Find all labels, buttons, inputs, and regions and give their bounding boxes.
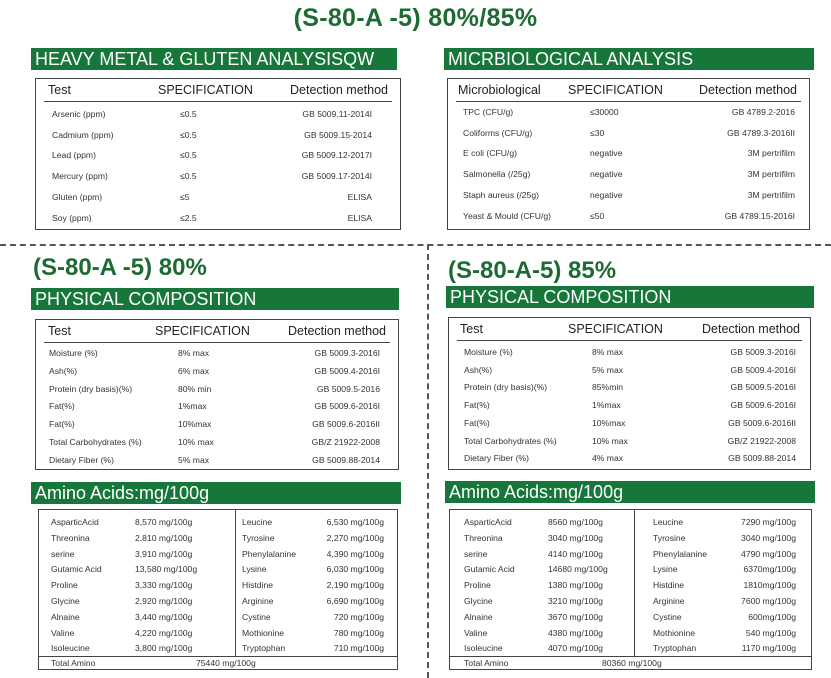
amino-value: 4140 mg/100g: [548, 548, 603, 559]
total-amino-label: Total Amino: [51, 658, 96, 668]
row-specification: 10% max: [178, 437, 214, 447]
header-detection-method: Detection method: [290, 83, 388, 97]
total-amino-value: 75440 mg/100g: [196, 658, 256, 668]
row-specification: negative: [590, 169, 623, 180]
header-test: Microbiological: [458, 83, 541, 97]
row-specification: 4% max: [592, 453, 624, 464]
amino-value: 1380 mg/100g: [548, 580, 603, 591]
row-test: E coli (CFU/g): [463, 148, 517, 159]
amino-name: Mothionine: [242, 627, 285, 638]
amino-value: 1170 mg/100g: [741, 643, 796, 654]
row-specification: 10%max: [178, 419, 212, 430]
row-test: Total Carbohydrates (%): [464, 435, 557, 446]
column-divider: [235, 510, 236, 656]
row-specification: ≤30000: [590, 107, 619, 117]
row-test: Ash(%): [49, 365, 78, 376]
row-specification: negative: [590, 189, 623, 200]
amino-name: Valine: [464, 627, 488, 638]
row-test: Salmonella (/25g): [463, 169, 531, 180]
amino-name: AsparticAcid: [51, 517, 99, 527]
header-divider: [44, 101, 392, 102]
amino-value: 6,030 mg/100g: [326, 564, 384, 575]
row-specification: negative: [590, 148, 623, 159]
right-amino-table: [449, 509, 812, 670]
row-detection-method: ELISA: [347, 212, 372, 223]
amino-value: 6,690 mg/100g: [326, 596, 384, 606]
amino-name: Tryptophan: [242, 643, 286, 654]
amino-name: Leucine: [653, 517, 684, 527]
right-physical-table: [448, 317, 811, 470]
right-section-title: (S-80-A-5) 85%: [448, 257, 617, 284]
row-detection-method: GB 5009.11-2014I: [302, 109, 372, 119]
amino-name: Threonina: [464, 532, 503, 543]
row-detection-method: GB 5009.5-2016I: [730, 382, 796, 393]
row-detection-method: GB 5009.6-2016II: [312, 419, 380, 430]
page-title: (S-80-A -5) 80%/85%: [293, 4, 538, 32]
header-specification: SPECIFICATION: [568, 83, 663, 97]
heavy-metal-bar: HEAVY METAL & GLUTEN ANALYSISQW: [31, 48, 397, 70]
amino-name: Valine: [51, 627, 75, 638]
row-specification: 80% min: [178, 383, 212, 394]
amino-name: Proline: [51, 580, 78, 591]
amino-value: 4070 mg/100g: [548, 643, 603, 654]
divider-horizontal: [0, 244, 831, 246]
micro-table: [447, 78, 810, 230]
row-detection-method: GB/Z 21922-2008: [311, 437, 380, 447]
row-detection-method: GB 5009.6-2016II: [728, 417, 796, 428]
amino-name: Threonina: [51, 532, 90, 543]
row-detection-method: 3M pertrifilm: [747, 148, 795, 159]
row-specification: 85%min: [592, 382, 624, 393]
amino-name: Alnaine: [464, 611, 493, 622]
row-specification: ≤0.5: [180, 109, 197, 119]
row-test: Dietary Fiber (%): [464, 453, 529, 464]
total-divider: [39, 656, 397, 657]
column-divider: [634, 510, 635, 656]
amino-value: 2,190 mg/100g: [326, 580, 384, 591]
row-test: Cadmium (ppm): [52, 129, 114, 140]
amino-value: 3040 mg/100g: [548, 532, 603, 543]
amino-value: 720 mg/100g: [333, 611, 384, 622]
amino-value: 7600 mg/100g: [741, 596, 796, 606]
row-specification: 8% max: [592, 347, 624, 357]
amino-value: 3,440 mg/100g: [135, 611, 193, 622]
row-test: Protein (dry basis)(%): [464, 382, 548, 393]
amino-value: 8,570 mg/100g: [135, 517, 193, 527]
row-test: Lead (ppm): [52, 150, 96, 161]
row-test: Moisture (%): [49, 348, 98, 358]
row-specification: 8% max: [178, 348, 210, 358]
row-test: TPC (CFU/g): [463, 107, 514, 117]
amino-value: 14680 mg/100g: [548, 564, 608, 575]
amino-value: 3,910 mg/100g: [135, 548, 193, 559]
row-detection-method: 3M pertrifilm: [747, 169, 795, 180]
row-detection-method: ELISA: [347, 191, 372, 202]
row-specification: 10% max: [592, 435, 628, 446]
amino-name: Cystine: [653, 611, 682, 622]
amino-value: 3040 mg/100g: [741, 532, 796, 543]
amino-value: 1810mg/100g: [743, 580, 796, 591]
header-detection-method: Detection method: [288, 324, 386, 338]
amino-name: Tyrosine: [653, 532, 686, 543]
amino-value: 3,800 mg/100g: [135, 643, 193, 654]
amino-value: 780 mg/100g: [333, 627, 384, 638]
row-test: Fat(%): [49, 419, 75, 430]
row-test: Yeast & Mould (CFU/g): [463, 210, 552, 221]
amino-name: Histdine: [242, 580, 274, 591]
row-detection-method: GB 5009.6-2016I: [314, 401, 380, 412]
row-detection-method: GB 4789.3-2016II: [727, 127, 795, 138]
left-amino-bar: Amino Acids:mg/100g: [31, 482, 401, 504]
header-specification: SPECIFICATION: [568, 322, 663, 336]
row-detection-method: GB 4789.2-2016: [731, 107, 795, 117]
header-test: Test: [48, 324, 71, 338]
header-test: Test: [460, 322, 483, 336]
right-physical-bar: PHYSICAL COMPOSITION: [446, 286, 814, 308]
row-test: Soy (ppm): [52, 212, 92, 223]
row-detection-method: GB 4789.15-2016I: [724, 210, 795, 221]
row-specification: 5% max: [592, 364, 624, 375]
row-specification: ≤0.5: [180, 150, 197, 161]
amino-value: 4380 mg/100g: [548, 627, 603, 638]
header-test: Test: [48, 83, 71, 97]
header-divider: [44, 342, 390, 343]
header-detection-method: Detection method: [699, 83, 797, 97]
row-test: Dietary Fiber (%): [49, 454, 114, 465]
row-detection-method: GB 5009.88-2014: [312, 454, 380, 465]
row-detection-method: GB 5009.5-2016: [316, 383, 380, 394]
amino-value: 3210 mg/100g: [548, 596, 603, 606]
amino-value: 4,390 mg/100g: [326, 548, 384, 559]
row-detection-method: 3M pertrifilm: [747, 189, 795, 200]
row-specification: 10%max: [592, 417, 626, 428]
amino-name: Alnaine: [51, 611, 80, 622]
amino-name: Arginine: [653, 596, 685, 606]
amino-value: 2,810 mg/100g: [135, 532, 193, 543]
row-test: Total Carbohydrates (%): [49, 437, 142, 447]
amino-name: Isoleucine: [51, 643, 90, 654]
amino-value: 8560 mg/100g: [548, 517, 603, 527]
row-detection-method: GB 5009.12-2017I: [301, 150, 372, 161]
row-specification: ≤2.5: [180, 212, 197, 223]
left-physical-table: [35, 319, 399, 470]
amino-name: Arginine: [242, 596, 274, 606]
row-test: Arsenic (ppm): [52, 109, 106, 119]
row-detection-method: GB 5009.88-2014: [728, 453, 796, 464]
row-detection-method: GB 5009.17-2014I: [301, 171, 372, 182]
row-test: Protein (dry basis)(%): [49, 383, 133, 394]
row-detection-method: GB 5009.4-2016I: [314, 365, 380, 376]
amino-name: Glycine: [51, 596, 80, 606]
amino-name: Cystine: [242, 611, 271, 622]
amino-value: 600mg/100g: [748, 611, 796, 622]
heavy-metal-table: [35, 78, 401, 230]
amino-value: 4,220 mg/100g: [135, 627, 193, 638]
row-test: Gluten (ppm): [52, 191, 103, 202]
row-specification: ≤50: [590, 210, 605, 221]
amino-name: Phenylalanine: [653, 548, 707, 559]
row-test: Moisture (%): [464, 347, 513, 357]
header-specification: SPECIFICATION: [155, 324, 250, 338]
left-physical-bar: PHYSICAL COMPOSITION: [31, 288, 399, 310]
amino-name: Gutamic Acid: [464, 564, 515, 575]
amino-value: 13,580 mg/100g: [135, 564, 198, 575]
row-specification: ≤0.5: [180, 129, 197, 140]
amino-value: 6,530 mg/100g: [326, 517, 384, 527]
amino-name: AsparticAcid: [464, 517, 512, 527]
row-specification: 6% max: [178, 365, 210, 376]
divider-vertical: [427, 244, 429, 678]
row-detection-method: GB/Z 21922-2008: [727, 435, 796, 446]
row-specification: 1%max: [592, 400, 621, 411]
row-test: Mercury (ppm): [52, 171, 108, 182]
amino-name: Leucine: [242, 517, 273, 527]
row-detection-method: GB 5009.3-2016I: [314, 348, 380, 358]
amino-value: 3670 mg/100g: [548, 611, 603, 622]
row-specification: ≤5: [180, 191, 190, 202]
amino-value: 4790 mg/100g: [741, 548, 796, 559]
header-divider: [457, 340, 802, 341]
amino-value: 3,330 mg/100g: [135, 580, 193, 591]
row-test: Staph aureus (/25g): [463, 189, 539, 200]
amino-name: Tryptophan: [653, 643, 697, 654]
row-specification: ≤30: [590, 127, 605, 138]
amino-value: 2,270 mg/100g: [326, 532, 384, 543]
micro-bar: MICRBIOLOGICAL ANALYSIS: [444, 48, 814, 70]
row-test: Fat(%): [49, 401, 75, 412]
amino-value: 7290 mg/100g: [741, 517, 796, 527]
amino-name: Gutamic Acid: [51, 564, 102, 575]
total-amino-label: Total Amino: [464, 658, 509, 668]
row-specification: ≤0.5: [180, 171, 197, 182]
amino-name: Isoleucine: [464, 643, 503, 654]
header-divider: [456, 101, 801, 102]
amino-name: Phenylalanine: [242, 548, 296, 559]
amino-name: Mothionine: [653, 627, 696, 638]
amino-name: Histdine: [653, 580, 685, 591]
row-specification: 1%max: [178, 401, 207, 412]
row-test: Fat(%): [464, 400, 490, 411]
amino-name: Proline: [464, 580, 491, 591]
amino-value: 540 mg/100g: [745, 627, 796, 638]
row-test: Ash(%): [464, 364, 493, 375]
left-amino-table: [38, 509, 398, 670]
header-specification: SPECIFICATION: [158, 83, 253, 97]
total-amino-value: 80360 mg/100g: [602, 658, 662, 668]
amino-name: serine: [464, 548, 488, 559]
left-section-title: (S-80-A -5) 80%: [33, 254, 207, 281]
row-detection-method: GB 5009.4-2016I: [730, 364, 796, 375]
row-specification: 5% max: [178, 454, 210, 465]
row-detection-method: GB 5009.6-2016I: [730, 400, 796, 411]
row-detection-method: GB 5009.15-2014: [304, 129, 372, 140]
amino-name: Lysine: [242, 564, 267, 575]
row-test: Coliforms (CFU/g): [463, 127, 533, 138]
header-detection-method: Detection method: [702, 322, 800, 336]
row-detection-method: GB 5009.3-2016I: [730, 347, 796, 357]
amino-value: 710 mg/100g: [333, 643, 384, 654]
amino-name: serine: [51, 548, 75, 559]
amino-name: Tyrosine: [242, 532, 275, 543]
amino-name: Lysine: [653, 564, 678, 575]
total-divider: [450, 656, 811, 657]
amino-value: 2,920 mg/100g: [135, 596, 193, 606]
amino-name: Glycine: [464, 596, 493, 606]
right-amino-bar: Amino Acids:mg/100g: [445, 481, 815, 503]
row-test: Fat(%): [464, 417, 490, 428]
amino-value: 6370mg/100g: [743, 564, 796, 575]
